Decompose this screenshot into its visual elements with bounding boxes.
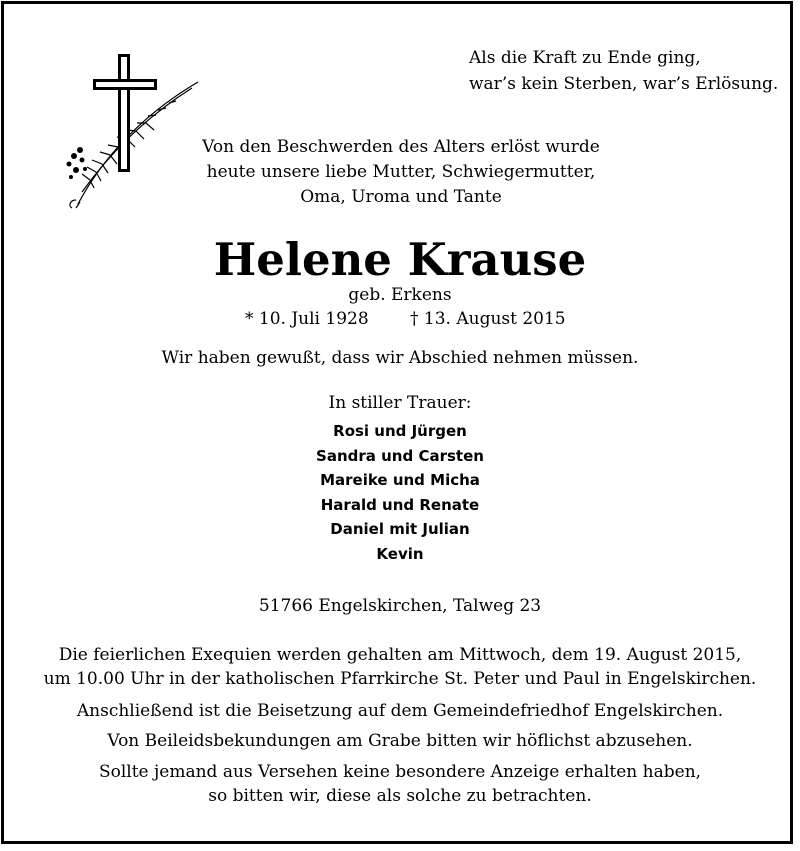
mourning-intro: In stiller Trauer: xyxy=(328,393,472,413)
motto-line-2: war’s kein Sterben, war’s Erlösung. xyxy=(469,74,779,94)
motto-line-1: Als die Kraft zu Ende ging, xyxy=(469,48,701,68)
family-address: 51766 Engelskirchen, Talweg 23 xyxy=(258,596,542,616)
service-details-line-1: Die feierlichen Exequien werden gehalten am Mittwoch, dem 19. August 2015, xyxy=(58,645,742,665)
mourner-name: Sandra und Carsten xyxy=(316,447,484,465)
mourner-name: Harald und Renate xyxy=(320,496,480,514)
notice-note-line-2: so bitten wir, diese als solche zu betrachten. xyxy=(208,786,592,806)
mourner-name: Rosi und Jürgen xyxy=(333,422,467,440)
mourner-name: Mareike und Micha xyxy=(320,471,480,489)
farewell-quote: Wir haben gewußt, dass wir Abschied nehmen müssen. xyxy=(161,348,639,368)
service-details-line-2: um 10.00 Uhr in der katholischen Pfarrkirche St. Peter und Paul in Engelskirchen. xyxy=(43,669,757,689)
death-date: † 13. August 2015 xyxy=(410,309,566,329)
mourner-name: Daniel mit Julian xyxy=(330,520,470,538)
birth-date: * 10. Juli 1928 xyxy=(245,309,369,329)
maiden-name: geb. Erkens xyxy=(348,285,452,305)
condolence-note: Von Beileidsbekundungen am Grabe bitten wir höflichst abzusehen. xyxy=(107,731,693,751)
mourner-name: Kevin xyxy=(376,545,424,563)
intro-line-2: heute unsere liebe Mutter, Schwiegermutter, xyxy=(206,162,596,182)
cross-with-palm-branch-icon xyxy=(60,52,205,212)
notice-note-line-1: Sollte jemand aus Versehen keine besondere Anzeige erhalten haben, xyxy=(98,762,702,782)
intro-line-3: Oma, Uroma und Tante xyxy=(300,187,502,207)
burial-note: Anschließend ist die Beisetzung auf dem Gemeindefriedhof Engelskirchen. xyxy=(76,701,724,721)
deceased-name: Helene Krause xyxy=(213,233,587,286)
intro-line-1: Von den Beschwerden des Alters erlöst wurde xyxy=(202,137,600,157)
